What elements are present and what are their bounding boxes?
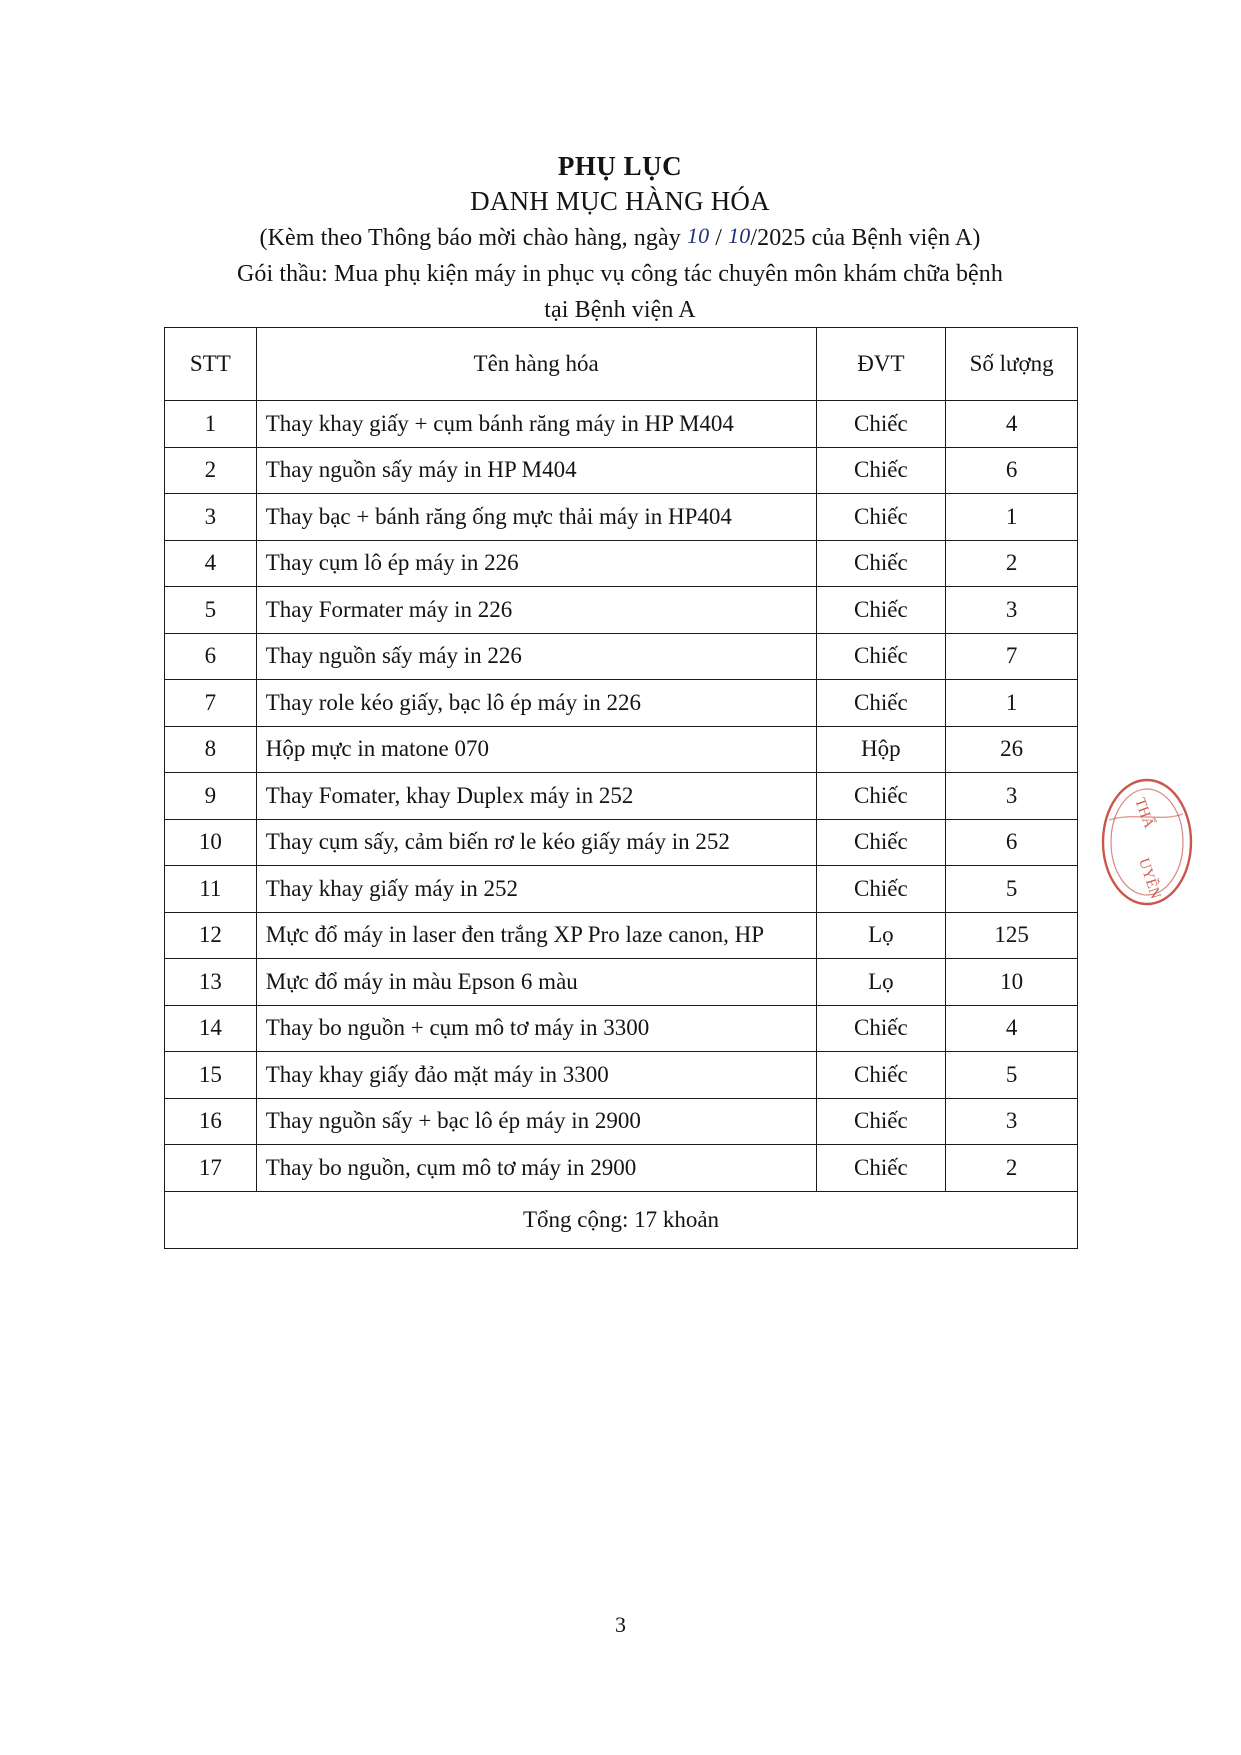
table-row: [165, 680, 1078, 727]
cell-name: Thay khay giấy máy in 252: [256, 866, 816, 913]
cell-stt: 17: [165, 1145, 257, 1192]
cell-name: Thay nguồn sấy máy in 226: [256, 633, 816, 680]
table-row: [165, 1052, 1078, 1099]
table-body: [165, 401, 1078, 1192]
cell-qty: 2: [946, 540, 1078, 587]
cell-stt: 12: [165, 912, 257, 959]
cell-qty: 2: [946, 1145, 1078, 1192]
location-line: tại Bệnh viện A: [544, 297, 696, 323]
column-header-unit: ĐVT: [816, 328, 946, 401]
table-total-row: [165, 1191, 1078, 1248]
cell-unit: Chiếc: [816, 866, 946, 913]
cell-unit: Lọ: [816, 912, 946, 959]
table-row: [165, 447, 1078, 494]
cell-qty: 3: [946, 587, 1078, 634]
handwritten-day: 10: [686, 222, 710, 248]
table-row: [165, 401, 1078, 448]
cell-unit: Chiếc: [816, 1005, 946, 1052]
cell-stt: 10: [165, 819, 257, 866]
table-head: [165, 328, 1078, 401]
cell-unit: Chiếc: [816, 447, 946, 494]
cell-unit: Chiếc: [816, 401, 946, 448]
notice-reference-suffix: /2025 của Bệnh viện A): [750, 224, 981, 251]
date-separator: /: [709, 224, 729, 251]
notice-reference-prefix: (Kèm theo Thông báo mời chào hàng, ngày: [259, 224, 687, 251]
svg-text:UYỀN: UYỀN: [1135, 856, 1164, 901]
cell-name: Thay bo nguồn + cụm mô tơ máy in 3300: [256, 1005, 816, 1052]
cell-name: Mực đổ máy in màu Epson 6 màu: [256, 959, 816, 1006]
table-row: [165, 912, 1078, 959]
table-row: [165, 959, 1078, 1006]
cell-stt: 3: [165, 494, 257, 541]
cell-qty: 6: [946, 447, 1078, 494]
red-seal-stamp: [1095, 770, 1225, 920]
cell-name: Thay khay giấy + cụm bánh răng máy in HP M404: [256, 401, 816, 448]
goods-table: [164, 327, 1078, 1249]
cell-unit: Chiếc: [816, 540, 946, 587]
cell-name: Thay Formater máy in 226: [256, 587, 816, 634]
table-row: [165, 540, 1078, 587]
table-row: [165, 819, 1078, 866]
package-line: Gói thầu: Mua phụ kiện máy in phục vụ công tác chuyên môn khám chữa bệnh: [236, 260, 1004, 287]
notice-reference-line: [140, 221, 1100, 255]
cell-name: Hộp mực in matone 070: [256, 726, 816, 773]
cell-unit: Lọ: [816, 959, 946, 1006]
handwritten-month: 10: [728, 222, 751, 248]
cell-unit: Chiếc: [816, 773, 946, 820]
cell-name: Thay Fomater, khay Duplex máy in 252: [256, 773, 816, 820]
cell-stt: 8: [165, 726, 257, 773]
cell-qty: 125: [946, 912, 1078, 959]
table-row: [165, 1145, 1078, 1192]
cell-stt: 13: [165, 959, 257, 1006]
cell-stt: 11: [165, 866, 257, 913]
cell-qty: 7: [946, 633, 1078, 680]
table-row: [165, 773, 1078, 820]
table-row: [165, 1098, 1078, 1145]
document-header: [140, 150, 1100, 327]
cell-qty: 1: [946, 680, 1078, 727]
column-header-name: Tên hàng hóa: [256, 328, 816, 401]
cell-unit: Chiếc: [816, 1145, 946, 1192]
cell-qty: 4: [946, 401, 1078, 448]
cell-unit: Chiếc: [816, 633, 946, 680]
page-subtitle: DANH MỤC HÀNG HÓA: [470, 185, 770, 216]
cell-name: Thay nguồn sấy máy in HP M404: [256, 447, 816, 494]
cell-qty: 1: [946, 494, 1078, 541]
table-header-row: [165, 328, 1078, 401]
column-header-quantity: Số lượng: [946, 328, 1078, 401]
table-row: [165, 726, 1078, 773]
cell-qty: 4: [946, 1005, 1078, 1052]
cell-unit: Chiếc: [816, 494, 946, 541]
cell-name: Thay role kéo giấy, bạc lô ép máy in 226: [256, 680, 816, 727]
cell-qty: 5: [946, 866, 1078, 913]
cell-stt: 9: [165, 773, 257, 820]
cell-unit: Chiếc: [816, 819, 946, 866]
cell-stt: 16: [165, 1098, 257, 1145]
cell-qty: 10: [946, 959, 1078, 1006]
cell-unit: Chiếc: [816, 1098, 946, 1145]
cell-stt: 1: [165, 401, 257, 448]
table-row: [165, 866, 1078, 913]
cell-name: Mực đổ máy in laser đen trắng XP Pro laze canon, HP: [256, 912, 816, 959]
cell-name: Thay bạc + bánh răng ống mực thải máy in HP404: [256, 494, 816, 541]
cell-name: Thay bo nguồn, cụm mô tơ máy in 2900: [256, 1145, 816, 1192]
cell-name: Thay cụm lô ép máy in 226: [256, 540, 816, 587]
cell-stt: 4: [165, 540, 257, 587]
cell-name: Thay cụm sấy, cảm biến rơ le kéo giấy máy in 252: [256, 819, 816, 866]
svg-text:THẨ: THẨ: [1131, 795, 1157, 831]
cell-stt: 6: [165, 633, 257, 680]
table-row: [165, 494, 1078, 541]
cell-unit: Chiếc: [816, 587, 946, 634]
cell-name: Thay khay giấy đảo mặt máy in 3300: [256, 1052, 816, 1099]
cell-qty: 3: [946, 773, 1078, 820]
cell-stt: 14: [165, 1005, 257, 1052]
cell-stt: 5: [165, 587, 257, 634]
cell-stt: 15: [165, 1052, 257, 1099]
total-label: Tổng cộng: 17 khoản: [165, 1191, 1078, 1248]
cell-qty: 6: [946, 819, 1078, 866]
cell-unit: Chiếc: [816, 680, 946, 727]
column-header-stt: STT: [165, 328, 257, 401]
cell-qty: 26: [946, 726, 1078, 773]
cell-qty: 3: [946, 1098, 1078, 1145]
page-title: PHỤ LỤC: [557, 151, 683, 181]
cell-qty: 5: [946, 1052, 1078, 1099]
page-number: 3: [615, 1612, 626, 1637]
table-foot: [165, 1191, 1078, 1248]
cell-stt: 7: [165, 680, 257, 727]
table-row: [165, 1005, 1078, 1052]
cell-stt: 2: [165, 447, 257, 494]
table-row: [165, 587, 1078, 634]
cell-unit: Chiếc: [816, 1052, 946, 1099]
cell-name: Thay nguồn sấy + bạc lô ép máy in 2900: [256, 1098, 816, 1145]
table-row: [165, 633, 1078, 680]
cell-unit: Hộp: [816, 726, 946, 773]
